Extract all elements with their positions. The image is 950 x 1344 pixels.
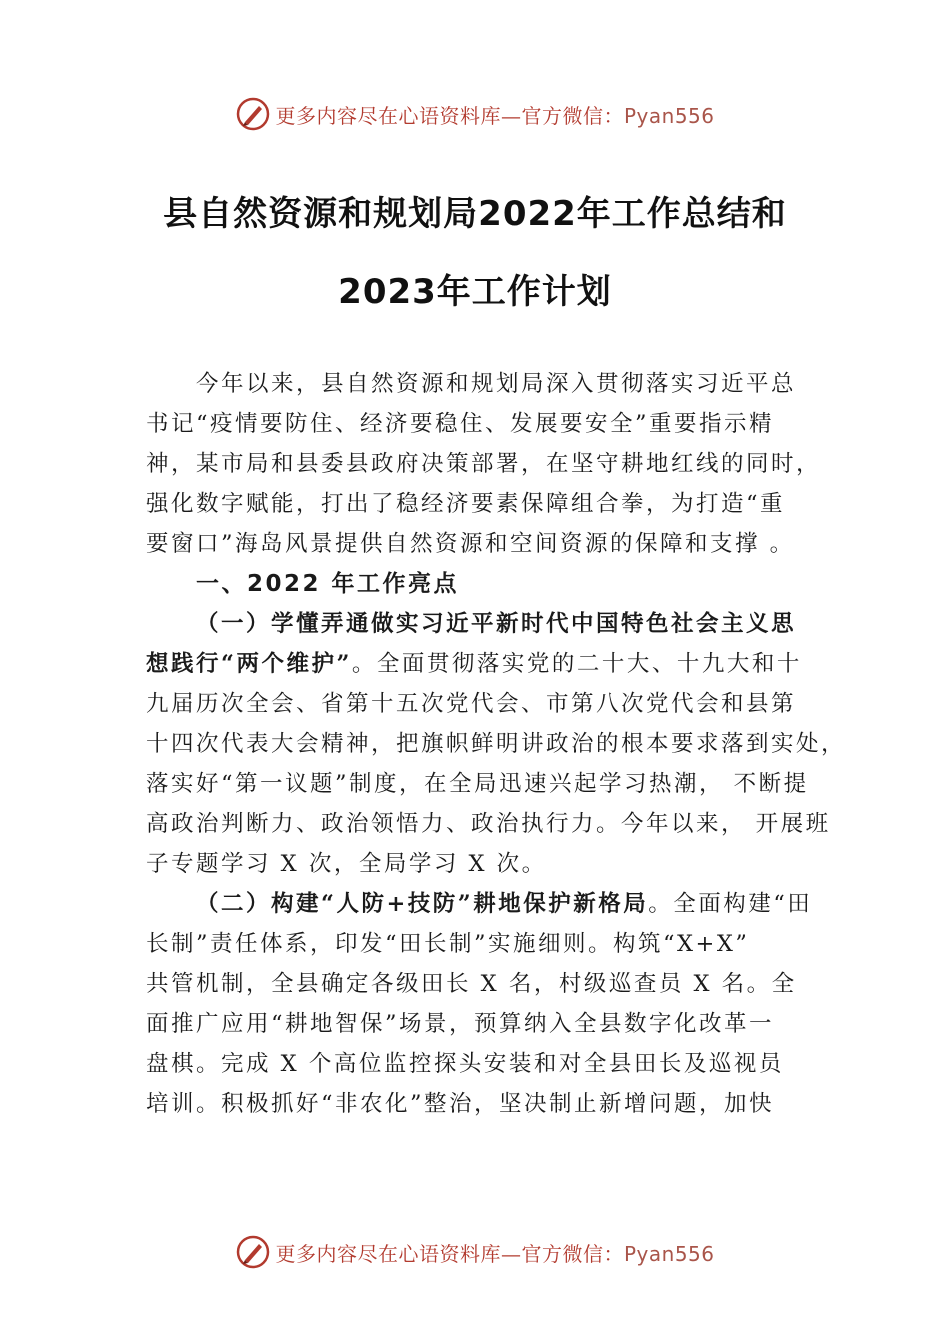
line-text: 长制”责任体系，印发“田长制”实施细则。构筑“X+X” — [146, 931, 750, 957]
text-line — [146, 804, 831, 844]
text-line — [146, 1004, 774, 1044]
line-text: 盘棋。完成 X 个高位监控探头安装和对全县田长及巡视员 — [146, 1051, 784, 1077]
line-text: 子专题学习 X 次，全局学习 X 次。 — [146, 851, 547, 877]
text-line — [146, 684, 796, 724]
line-text: 强化数字赋能，打出了稳经济要素保障组合拳，为打造“重 — [146, 491, 786, 517]
text-line — [146, 844, 547, 884]
text-line — [146, 1084, 774, 1124]
banner-text: 更多内容尽在心语资料库—官方微信：Pyan556 — [275, 103, 715, 128]
wechat-id: Pyan556 — [623, 103, 715, 128]
text-line — [146, 924, 749, 964]
text-line — [146, 644, 802, 684]
text-line — [146, 964, 797, 1004]
wechat-id: Pyan556 — [623, 1241, 715, 1266]
line-text: 一、2022 年工作亮点 — [196, 571, 460, 597]
banner-text: 更多内容尽在心语资料库—官方微信：Pyan556 — [275, 1241, 715, 1266]
line-text: 培训。积极抓好“非农化”整治，坚决制止新增问题，加快 — [146, 1091, 775, 1117]
page-title-line-1: 县自然资源和规划局2022年工作总结和 — [163, 194, 787, 234]
text-line — [146, 1044, 784, 1084]
line-text: 面推广应用“耕地智保”场景，预算纳入全县数字化改革一 — [146, 1011, 775, 1037]
subheading-text: 想践行“两个维护” — [146, 651, 352, 677]
subheading-text: （二）构建“人防+技防”耕地保护新格局 — [196, 891, 649, 917]
text-line — [146, 524, 795, 564]
page-title-line-2: 2023年工作计划 — [338, 272, 612, 312]
line-text: 九届历次全会、省第十五次党代会、市第八次党代会和县第 — [146, 691, 797, 717]
footer-banner — [0, 1232, 950, 1272]
header-banner — [0, 94, 950, 134]
text-line — [196, 364, 796, 404]
text-line — [196, 884, 812, 924]
line-text: 共管机制，全县确定各级田长 X 名，村级巡查员 X 名。全 — [146, 971, 797, 997]
subheading-text: （一）学懂弄通做实习近平新时代中国特色社会主义思 — [196, 611, 797, 637]
line-text: 今年以来，县自然资源和规划局深入贯彻落实习近平总 — [196, 371, 797, 397]
line-text: 落实好“第一议题”制度，在全局迅速兴起学习热潮， 不断提 — [146, 771, 809, 797]
line-text: 。全面构建“田 — [648, 891, 813, 917]
line-text: 高政治判断力、政治领悟力、政治执行力。今年以来， 开展班 — [146, 811, 831, 837]
text-line — [146, 404, 774, 444]
line-text: 要窗口”海岛风景提供自然资源和空间资源的保障和支撑 。 — [146, 531, 795, 557]
line-text: 书记“疫情要防住、经济要稳住、发展要安全”重要指示精 — [146, 411, 775, 437]
text-line — [146, 444, 821, 484]
text-line — [146, 724, 846, 764]
line-text: 十四次代表大会精神，把旗帜鲜明讲政治的根本要求落到实处， — [146, 731, 847, 757]
line-text: 。全面贯彻落实党的二十大、十九大和十 — [351, 651, 802, 677]
text-line — [146, 484, 785, 524]
line-text: 神，某市局和县委县政府决策部署，在坚守耕地红线的同时， — [146, 451, 822, 477]
text-line — [146, 764, 809, 804]
pen-logo-icon — [235, 96, 271, 132]
text-line — [196, 604, 796, 644]
section-heading — [196, 564, 459, 604]
pen-logo-icon — [235, 1234, 271, 1270]
